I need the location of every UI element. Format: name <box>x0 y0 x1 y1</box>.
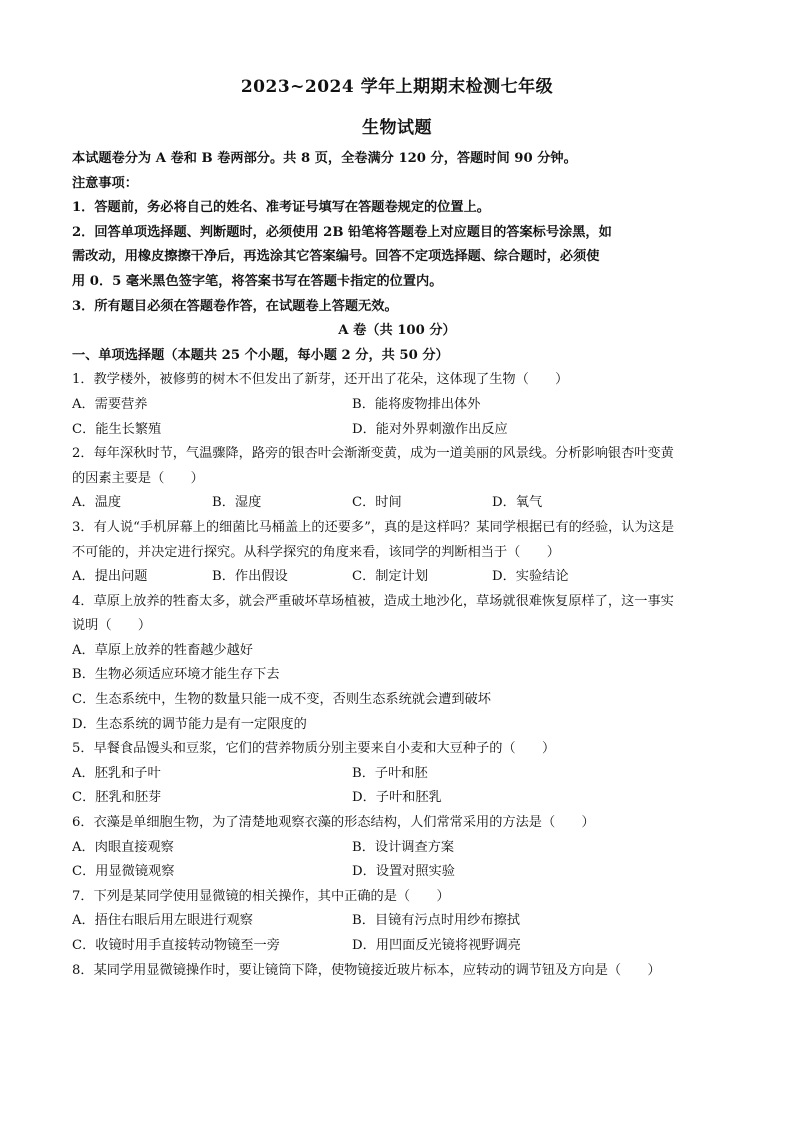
question-7-options-row-1 <box>72 909 722 934</box>
question-4-option-a: A．草原上放养的牲畜越少越好 <box>72 642 253 658</box>
intro-summary: 本试题卷分为 A 卷和 B 卷两部分。共 8 页，全卷满分 120 分，答题时间 90 分钟。 <box>72 151 577 166</box>
question-6-option-b: B．设计调查方案 <box>352 839 455 855</box>
question-7-option-b: B．目镜有污点时用纱布擦拭 <box>352 913 520 929</box>
question-2-options <box>72 491 722 516</box>
question-7-stem: 7．下列是某同学使用显微镜的相关操作，其中正确的是（ ） <box>72 888 450 904</box>
question-3-stem-line-1: 3．有人说“手机屏幕上的细菌比马桶盖上的还要多”，真的是这样吗？某同学根据已有的经验，认为这是 <box>72 519 675 535</box>
question-5-options-row-1 <box>72 762 722 787</box>
question-2-stem-line-2: 的因素主要是（ ） <box>72 470 204 486</box>
question-4-option-d: D．生态系统的调节能力是有一定限度的 <box>72 716 307 732</box>
question-7-option-d: D．用凹面反光镜将视野调亮 <box>352 938 521 953</box>
part-1-heading: 一、单项选择题（本题共 25 个小题，每小题 2 分，共 50 分） <box>72 347 449 363</box>
question-5-option-c: C．胚乳和胚芽 <box>72 790 162 806</box>
question-5-stem: 5．早餐食品馒头和豆浆，它们的营养物质分别主要来自小麦和大豆种子的（ ） <box>72 741 556 757</box>
notice-1: 1．答题前，务必将自己的姓名、准考证号填写在答题卷规定的位置上。 <box>72 200 490 216</box>
question-6-option-a: A．肉眼直接观察 <box>72 839 174 855</box>
question-6-options-row-2 <box>72 860 722 885</box>
question-6-stem: 6．衣藻是单细胞生物，为了清楚地观察衣藻的形态结构，人们常常采用的方法是（ ） <box>72 815 595 831</box>
question-3-options <box>72 565 722 590</box>
question-2-option-a: A．温度 <box>72 495 122 511</box>
question-1-option-d: D．能对外界刺激作出反应 <box>352 421 508 437</box>
question-1-options-row-1 <box>72 393 722 418</box>
notice-3: 3．所有题目必须在答题卷作答，在试题卷上答题无效。 <box>72 298 398 314</box>
notice-2-line-2: 需改动，用橡皮擦擦干净后，再选涂其它答案编号。回答不定项选择题、综合题时，必须使 <box>72 249 600 265</box>
question-5-option-b: B．子叶和胚 <box>352 765 428 781</box>
question-4-option-b: B．生物必须适应环境才能生存下去 <box>72 667 280 683</box>
question-6-options-row-1 <box>72 836 722 861</box>
question-7-option-a: A．捂住右眼后用左眼进行观察 <box>72 913 253 929</box>
question-1-stem: 1．教学楼外，被修剪的树木不但发出了新芽，还开出了花朵，这体现了生物（ ） <box>72 372 569 388</box>
notice-2-line-1: 2．回答单项选择题、判断题时，必须使用 2B 铅笔将答题卷上对应题目的答案标号涂黑，如 <box>72 224 612 240</box>
question-4-stem-line-1: 4．草原上放养的牲畜太多，就会严重破坏草场植被，造成土地沙化，草场就很难恢复原样了，这一事实 <box>72 593 674 609</box>
question-1-option-b: B．能将废物排出体外 <box>352 396 481 412</box>
exam-subject: 生物试题 <box>362 118 432 138</box>
question-4-stem-line-2: 说明（ ） <box>72 618 152 634</box>
question-3-option-c: C．制定计划 <box>352 569 429 585</box>
question-7-options-row-2 <box>72 934 722 959</box>
question-3-option-b: B．作出假设 <box>212 569 288 585</box>
question-2-stem-line-1: 2．每年深秋时节，气温骤降，路旁的银杏叶会渐渐变黄，成为一道美丽的风景线。分析影响银杏叶变黄 <box>72 446 674 462</box>
question-1-option-a: A．需要营养 <box>72 396 148 412</box>
notice-heading: 注意事项： <box>72 175 138 191</box>
question-3-option-d: D．实验结论 <box>492 569 569 585</box>
question-4-option-c: C．生态系统中，生物的数量只能一成不变，否则生态系统就会遭到破坏 <box>72 692 491 708</box>
exam-content <box>72 147 722 983</box>
question-3-stem-line-2: 不可能的，并决定进行探究。从科学探究的角度来看，该同学的判断相当于（ ） <box>72 544 560 560</box>
question-1-option-c: C．能生长繁殖 <box>72 421 162 437</box>
question-3-option-a: A．提出问题 <box>72 569 148 585</box>
question-6-option-c: C．用显微镜观察 <box>72 864 175 880</box>
question-6-option-d: D．设置对照实验 <box>352 864 455 880</box>
question-1-options-row-2 <box>72 418 722 443</box>
question-2-option-d: D．氧气 <box>492 495 543 511</box>
notice-2-line-3: 用 0．5 毫米黑色签字笔，将答案书写在答题卡指定的位置内。 <box>72 273 443 289</box>
question-2-option-b: B．湿度 <box>212 495 262 511</box>
question-5-options-row-2 <box>72 786 722 811</box>
section-a-title: A 卷（共 100 分） <box>338 323 456 339</box>
question-7-option-c: C．收镜时用手直接转动物镜至一旁 <box>72 938 280 953</box>
question-2-option-c: C．时间 <box>352 495 402 511</box>
question-8-stem: 8．某同学用显微镜操作时，要让镜筒下降，使物镜接近玻片标本，应转动的调节钮及方向是（ ） <box>72 962 661 978</box>
question-5-option-a: A．胚乳和子叶 <box>72 765 161 781</box>
question-5-option-d: D．子叶和胚乳 <box>352 790 442 806</box>
exam-title: 2023~2024 学年上期期末检测七年级 <box>240 77 554 97</box>
